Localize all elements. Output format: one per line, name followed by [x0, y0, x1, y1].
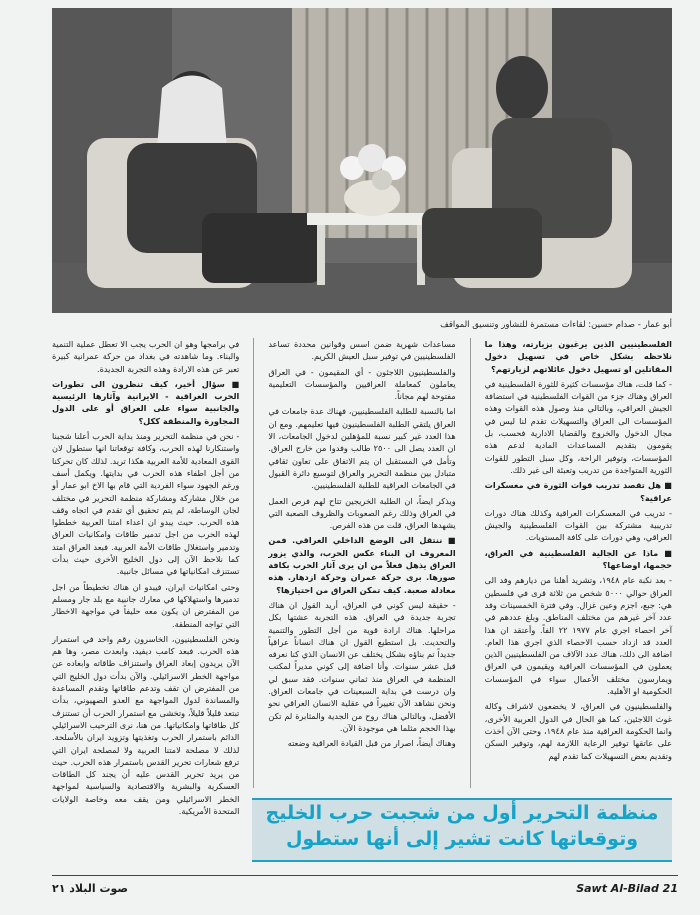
news-photo	[52, 8, 672, 313]
column-2-paragraph: مساعدات شهرية ضمن اسس وقوانين محددة تساعد الفلسطينيين في توفير سبل العيش الكريم.	[268, 339, 456, 362]
column-2-question: ■ ننتقل الى الوضع الداخلي العراقي. فمن المعروف ان البناء عكس الحرب، والذي يزور العراق يذهل فعلاً من ان يرى آثار الحرب بكافة صورها. برى حركة عمران وحركة ازدهار. هذه معادلة صعبة. كيف تمكن العراق من احتيازها؟	[268, 535, 456, 595]
column-1-paragraph: - بعد نكبة عام ١٩٤٨، وتشريد أهلنا من ديارهم وفد الى العراق حوالي ٥٠٠٠ شخص من ثلاثة قرى في فلسطين هي: جبع، اجزم وعين غزال. وفي فترة الخمسينات وفد عدد آخر غيرهم من مختلف المناطق. وبلغ عددهم في آخر احصاء اجري عام ١٩٧٧ ٢٢ الفاً. وأعتقد ان هذا العدد قد ازداد حسب الاحصاء الذي اجري هذا العام. اضافة الى ذلك، هناك عدد الآلاف من الفلسطينيين الذين يعملون في المؤسسات العراقية ويقيمون في العراق ويمارسون مختلف الأعمال سواء في المؤسسات الحكومية او الأهلية.	[484, 575, 673, 697]
column-divider	[470, 338, 471, 788]
headline-line-1: منظمة التحرير أول من شجبت حرب الخليج	[265, 802, 659, 824]
headline-line-2: وتوقعاتها كانت تشير إلى أنها ستطول	[285, 828, 639, 850]
column-2-paragraph: والفلسطينيون اللاجئون - أي المقيمون - في العراق يعاملون كمعاملة العراقيين والمؤسسات التعليمية مفتوحة لهم مجاناً.	[268, 366, 456, 402]
footer-arabic-folio: صوت البلاد ٢١	[52, 882, 129, 895]
article-column-3	[52, 338, 240, 816]
article-column-2	[268, 338, 455, 788]
footer-divider	[52, 875, 678, 876]
column-2-paragraph: - حقيقة ليس كوني في العراق، أريد القول ان هناك تجربة جديدة في العراق. هذه التجربة عشتها بكل مراحلها. هناك ارادة قوية من أجل التطور والتنمية والتحديث. بل استطيع القول ان هناك انساناً عراقياً جديداً تم بناؤه بشكل يختلف عن الانسان الذي كنا نعرفه قبل عشر سنوات. وأنا اضافة إلى كوني مديراً لمكتب المنظمة في العراق منذ ثماني سنوات. فقد سبق لي وان درست في بداية السبعينات في جامعات العراق. ونحن نشاهد الآن تغييراً في عقلية الانسان العراقي نحو الأفضل، وبالتالي هناك روح من الجدية والمثابرة لم تكن بهذا الحجم مثلما هي موجودة الآن.	[268, 599, 456, 733]
column-2-paragraph: اما بالنسبة للطلبة الفلسطينيين، فهناك عدة جامعات في العراق يلتقي الطلبة الفلسطينيون فيها تعليمهم. ومع ان هذا العدد غير كبير نسبة للمؤهلين لدخول الجامعات، الا ان العدد يصل الى ٢٥٠٠ طالب وفدوا من خارج العراق. وتأمل في المستقبل ان يتم الاتفاق على تعاون ثقافي متبادل بين منظمة التحرير والعراق لتوسيع دائرة القبول في الجامعات العراقية للطلبة الفلسطينيين.	[268, 406, 456, 491]
column-divider	[253, 338, 254, 788]
column-3-paragraph: ونحن الفلسطينيون، الخاسرون رقم واحد في استمرار هذه الحرب. فبعد كامب ديفيد، وابعدت مصر، وها هم الآن يريدون إبعاد العراق واستنزاف طاقاته وابعاده عن مواجهة الخطر الاسرائيلي. والآن بدأت دول الخليج التي من المفترض ان تقف وتدعم طاقاتها وتقدم المساعدة والمساندة لدول المواجهة مع العدو الصهيوني، بدأت تبتعد قليلاً قليلاً، وتخشى مع استمرار الحرب أن تستنزف كل طاقاتها وامكانياتها. من هنا، نرى الترحيب الاسرائيلي الدائم باستمرار الحرب وتغذيتها وتزويد ايران بالأسلحة. لذلك لا مصلحة لامتنا العربية ولا لمصلحة ايران التي ترفع شعارات تحرير القدس باستمرار هذه الحرب. حيث من يريد تحرير القدس عليه أن يجند كل الطاقات العسكرية والبشرية والاقتصادية والسياسية لمواجهة الخطر الاسرائيلي ومن يقف معه وخاصة الولايات المتحدة الأمريكية.	[52, 633, 240, 816]
column-1-question: ■ ماذا عن الجالية الفلسطينية في العراق، حجمها، اوضاعها؟	[484, 547, 672, 571]
column-3-paragraph: - نحن في منظمة التحرير ومنذ بداية الحرب أعلنا شجبنا واستنكارنا لهذه الحرب، وكافة توقعاتنا انها ستطول لان القوى المعادية للأمة العربية هكذا تريد. لذلك كان تحركنا من أجل اطفاء هذه الحرب في بدايتها. ويكمل أسف ورغم الجهود سواء الفردية التي قام بها الاخ ابو عمار أو من خلال مشاركة ومشاركة منظمة التحرير في مختلف لجان الوساطة، لم يتم تحقيق أي تقدم في اتجاه وقف هذه الحرب. حيث يبدو ان اعداء امتنا العربية خططوا لهذه الحرب من اجل تدمير طاقات وامكانيات العراق وتدمير واستغلال طاقات الأمة العربية. فبعد العراق امتد كما نلاحظ الآن إلى دول الخليج الأخرى حيث بدأت تستنزف امكانياتها في مسائل جانبية.	[52, 431, 240, 577]
column-3-paragraph: في برامجها وهو ان الحرب يجب الا تعطل عملية التنمية والبناء. وما شاهدته في بغداد من حركة عمرانية كبيرة تعبر عن هذه الارادة وهذه التجربة الجديدة.	[52, 339, 240, 374]
column-1-question: ■ هل تقصد تدريب قوات الثورة في معسكرات عراقية؟	[484, 480, 672, 503]
column-2-paragraph: وهناك أيضاً، اصرار من قبل القيادة العراقية وضعته	[287, 738, 456, 749]
article-column-1	[485, 338, 672, 788]
magazine-page	[52, 8, 678, 903]
column-2-paragraph: ويذكر ايضاً، ان الطلبة الخريجين تتاح لهم فرص العمل في العراق وذلك رغم الصعوبات والظروف الصعبة التي يشهدها العراق، قلت من هذه الفرص.	[268, 495, 456, 531]
pull-quote-headline	[252, 798, 672, 862]
column-1-paragraph: - تدريب في المعسكرات العراقية وكذلك هناك دورات تدريبية مشتركة بين القوات الفلسطينية والجيش العراقي، وهي دورات على كافة المستويات.	[484, 507, 672, 543]
column-3-question: ■ سؤال أخير، كيف تنظرون الى تطورات الحرب العراقية - الايرانية وآثارها الرئيسية والجانبية سواء على العراق أو على الدول المجاورة والمنطقة ككل؟	[52, 378, 240, 426]
photo-caption: أبو عمار - صدام حسين: لقاءات مستمرة للتشاور وتنسيق المواقف	[440, 320, 672, 330]
column-1-paragraph: الفلسطينيين الذين يرغبون بزيارته، وهذا ما نلاحظه بشكل خاص في تسهيل دخول المقاتلين او تسهيل دخول عائلاتهم لزيارتهم؟	[484, 339, 672, 374]
column-3-paragraph: وحتى امكانيات ايران، فيبدو ان هناك تخطيطاً من اجل تدميرها واستهلاكها في معارك جانبية مع بلد جار ومسلم من المفترض ان يكون معه حليفاً في مواجهة الاخطار التي تواجه المنطقة.	[52, 581, 240, 629]
page-footer	[52, 882, 678, 898]
footer-latin-folio: Sawt Al-Bilad 21	[576, 882, 678, 895]
column-1-paragraph: والفلسطينيون في العراق، لا يخضعون لاشراف وكالة غوث اللاجئين، كما هو الحال في الدول العربية الأخرى، وانما الحكومة العراقية منذ عام ١٩٤٨، وحتى الآن أخذت على عاتقها توفير الرعاية اللازمة لهم، وتوفير السكن وتقديم بعض التسهيلات كما تقدم لهم	[484, 701, 673, 761]
column-1-paragraph: - كما قلت، هناك مؤسسات كثيرة للثورة الفلسطينية في العراق وهناك جزء من القوات الفلسطينية في استضافة الجيش العراقي، وبالتالي منذ وصول هذه القوات وهذه المؤسسات الى العراق والتسهيلات تقدم لنا ليس في مجال الدخول والخروج والقضايا الادارية فحسب، بل يقومون بتقديم المساعدات المادية لدعم هذه المؤسسات، وتوفير الراحة، وكل سبل التطور للقوات الثورية المتواجدة من تدريب وتعبئة الى غير ذلك.	[484, 378, 672, 475]
meeting-photo-illustration	[52, 8, 672, 313]
